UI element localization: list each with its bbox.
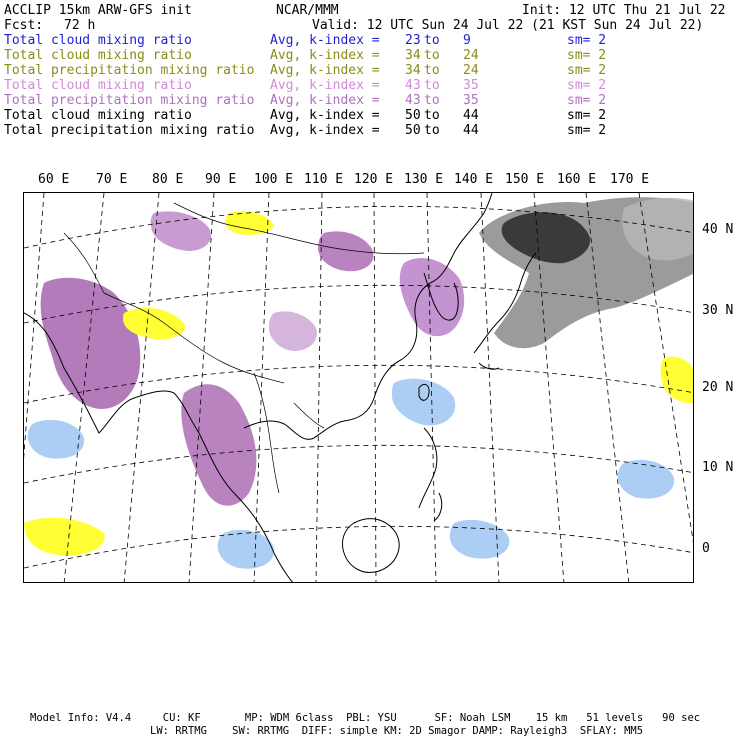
longitude-label: 100 E xyxy=(254,172,294,187)
latitude-label: 40 N xyxy=(702,222,734,237)
legend-field: Total cloud mixing ratio xyxy=(4,108,192,123)
legend-field: Total precipitation mixing ratio xyxy=(4,93,255,108)
legend-to-word: to xyxy=(424,123,440,138)
precip-purple xyxy=(181,384,256,505)
legend-k-from: 43 xyxy=(405,78,421,93)
legend-to-word: to xyxy=(424,93,440,108)
legend-field: Total cloud mixing ratio xyxy=(4,48,192,63)
legend-field: Total precipitation mixing ratio xyxy=(4,63,255,78)
legend-avg: Avg, k-index = xyxy=(270,48,380,63)
longitude-label: 90 E xyxy=(205,172,237,187)
forecast-hours: 72 h xyxy=(64,18,96,33)
precip-purple xyxy=(269,311,317,351)
cloud-light-blue xyxy=(618,460,674,499)
border-line xyxy=(294,403,324,428)
legend-k-to: 44 xyxy=(463,108,479,123)
legend-smoothing: sm= 2 xyxy=(567,108,607,123)
precip-purple xyxy=(41,278,141,409)
cloud-light-blue xyxy=(28,420,84,459)
legend-k-from: 50 xyxy=(405,108,421,123)
legend-k-to: 35 xyxy=(463,78,479,93)
legend-k-to: 44 xyxy=(463,123,479,138)
coastline-borneo xyxy=(342,519,399,573)
legend-smoothing: sm= 2 xyxy=(567,93,607,108)
legend-smoothing: sm= 2 xyxy=(567,123,607,138)
longitude-label: 150 E xyxy=(505,172,545,187)
precip-purple xyxy=(318,231,373,271)
longitude-label: 120 E xyxy=(354,172,394,187)
map-canvas xyxy=(24,193,694,583)
legend-smoothing: sm= 2 xyxy=(567,63,607,78)
cloud-light-blue xyxy=(450,520,510,559)
legend-k-from: 43 xyxy=(405,93,421,108)
latitude-label: 20 N xyxy=(702,380,734,395)
meridian xyxy=(374,193,376,583)
forecast-map xyxy=(23,192,694,583)
legend-k-to: 24 xyxy=(463,48,479,63)
longitude-label: 170 E xyxy=(610,172,650,187)
legend-k-from: 34 xyxy=(405,63,421,78)
longitude-label: 80 E xyxy=(152,172,184,187)
parallel-10n xyxy=(24,445,694,483)
legend-k-from: 23 xyxy=(405,33,421,48)
legend-avg: Avg, k-index = xyxy=(270,93,380,108)
legend-k-to: 35 xyxy=(463,93,479,108)
cloud-yellow xyxy=(24,518,105,556)
legend-avg: Avg, k-index = xyxy=(270,63,380,78)
legend-field: Total cloud mixing ratio xyxy=(4,78,192,93)
longitude-label: 130 E xyxy=(404,172,444,187)
legend-k-from: 34 xyxy=(405,48,421,63)
field-shading xyxy=(24,197,694,568)
border-line xyxy=(174,203,424,254)
init-time: Init: 12 UTC Thu 21 Jul 22 xyxy=(522,3,726,18)
coastline-philippines xyxy=(419,428,442,521)
latitude-label: 30 N xyxy=(702,303,734,318)
cloud-light-blue xyxy=(392,379,455,426)
forecast-label: Fcst: xyxy=(4,18,44,33)
longitude-label: 110 E xyxy=(304,172,344,187)
longitude-label: 140 E xyxy=(454,172,494,187)
legend-avg: Avg, k-index = xyxy=(270,123,380,138)
legend-smoothing: sm= 2 xyxy=(567,33,607,48)
organization-label: NCAR/MMM xyxy=(276,3,339,18)
legend-k-to: 24 xyxy=(463,63,479,78)
legend-avg: Avg, k-index = xyxy=(270,78,380,93)
legend-to-word: to xyxy=(424,63,440,78)
legend-avg: Avg, k-index = xyxy=(270,108,380,123)
legend-to-word: to xyxy=(424,33,440,48)
valid-time: Valid: 12 UTC Sun 24 Jul 22 (21 KST Sun 24 Jul 22) xyxy=(312,18,704,33)
legend-k-from: 50 xyxy=(405,123,421,138)
meridian xyxy=(254,193,269,583)
longitude-label: 60 E xyxy=(38,172,70,187)
legend-field: Total precipitation mixing ratio xyxy=(4,123,255,138)
border-line xyxy=(254,373,279,493)
legend-field: Total cloud mixing ratio xyxy=(4,33,192,48)
cloud-yellow xyxy=(225,211,274,235)
legend-to-word: to xyxy=(424,48,440,63)
legend-smoothing: sm= 2 xyxy=(567,48,607,63)
legend-k-to: 9 xyxy=(463,33,471,48)
legend-avg: Avg, k-index = xyxy=(270,33,380,48)
model-title: ACCLIP 15km ARW-GFS init xyxy=(4,3,192,18)
model-info-line-2: LW: RRTMG SW: RRTMG DIFF: simple KM: 2D Smagor DAMP: Rayleigh3 SFLAY: MM5 xyxy=(150,725,644,737)
longitude-label: 70 E xyxy=(96,172,128,187)
legend-to-word: to xyxy=(424,108,440,123)
legend-smoothing: sm= 2 xyxy=(567,78,607,93)
longitude-label: 160 E xyxy=(557,172,597,187)
latitude-label: 10 N xyxy=(702,460,734,475)
latitude-label: 0 xyxy=(702,541,710,556)
legend-to-word: to xyxy=(424,78,440,93)
parallel-equator xyxy=(24,526,694,568)
model-info-line-1: Model Info: V4.4 CU: KF MP: WDM 6class PBL: YSU SF: Noah LSM 15 km 51 levels 90 sec xyxy=(30,712,701,724)
